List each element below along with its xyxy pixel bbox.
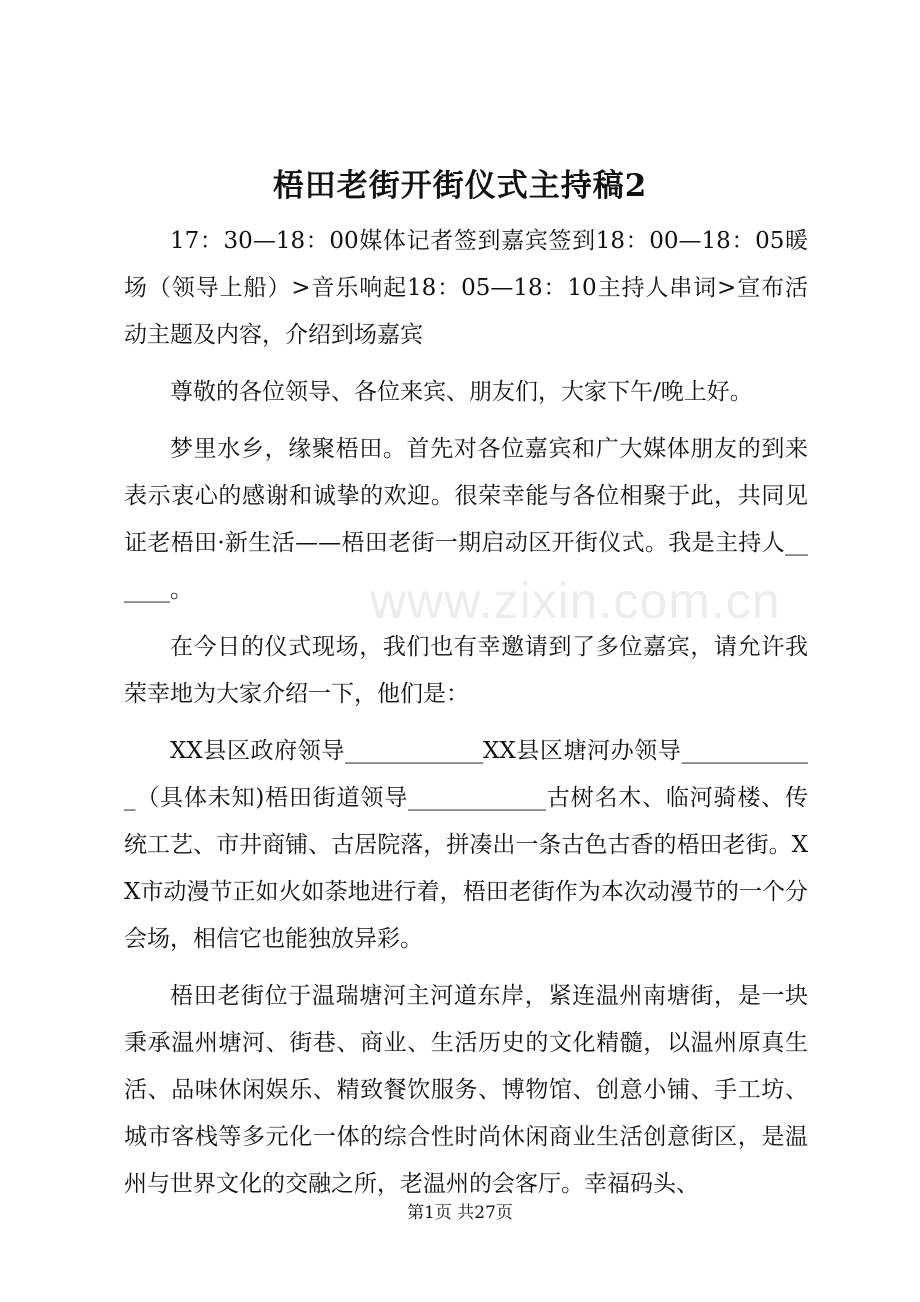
paragraph-schedule: 17：30—18：00媒体记者签到嘉宾签到18：00—18：05暖场（领导上船）>音乐响起18：05—18：10主持人串词>宣布活动主题及内容，介绍到场嘉宾 <box>124 228 808 348</box>
paragraph-opening: 梦里水乡，缘聚梧田。首先对各位嘉宾和广大媒体朋友的到来表示衷心的感谢和诚挚的欢迎。很荣幸能与各位相聚于此，共同见证老梧田·新生活——梧田老街一期启动区开街仪式。我是主持人______。 <box>124 436 808 603</box>
watermark: www.zixin.com.cn <box>370 573 781 629</box>
paragraph-guest-list: XX县区政府领导____________XX县区塘河办领导____________（具体未知)梧田街道领导____________古树名木、临河骑楼、传统工艺、市井商铺、古居院落，拼凑出一条古色古香的梧田老街。XX市动漫节正如火如荼地进行着，梧田老街作为本次动漫节的一个分会场，相信它也能独放异彩。 <box>124 738 808 952</box>
paragraph-guest-intro: 在今日的仪式现场，我们也有幸邀请到了多位嘉宾，请允许我荣幸地为大家介绍一下，他们是： <box>124 634 808 707</box>
document-title: 梧田老街开街仪式主持稿2 <box>272 168 648 204</box>
document-body <box>124 218 808 1208</box>
paragraph-greeting: 尊敬的各位领导、各位来宾、朋友们，大家下午/晚上好。 <box>170 379 753 405</box>
paragraph-street-description: 梧田老街位于温瑞塘河主河道东岸，紧连温州南塘街，是一块秉承温州塘河、街巷、商业、生活历史的文化精髓，以温州原真生活、品味休闲娱乐、精致餐饮服务、博物馆、创意小铺、手工坊、城市客栈等多元化一体的综合性时尚休闲商业生活创意街区，是温州与世界文化的交融之所，老温州的会客厅。幸福码头、 <box>124 983 808 1197</box>
page-number: 第1页 共27页 <box>407 1203 513 1223</box>
